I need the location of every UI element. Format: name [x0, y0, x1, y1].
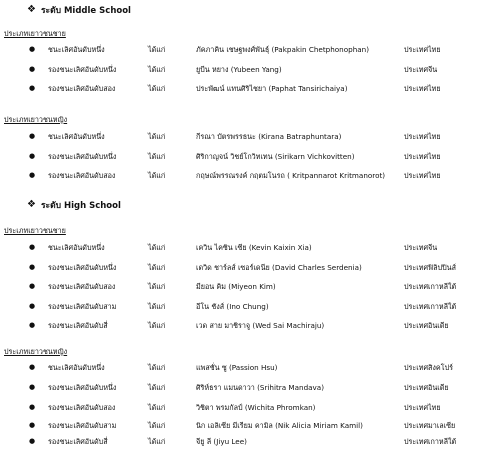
award-label: รองชนะเลิศอันดับสอง	[48, 84, 116, 93]
bullet-icon: ●	[29, 45, 36, 53]
recipient-label: ได้แก่	[148, 403, 166, 412]
list-item	[0, 383, 500, 395]
winner-name: ศิริห์ธรา แมนดาวา (Srihitra Mandava)	[196, 383, 324, 392]
bullet-icon: ●	[29, 84, 36, 92]
list-item	[0, 363, 500, 375]
country: ประเทศฟิลิปปินส์	[404, 263, 456, 272]
winner-name: วิชิตา พรมกัลป์ (Wichita Phromkan)	[196, 403, 316, 412]
bullet-icon: ●	[29, 132, 36, 140]
recipient-label: ได้แก่	[148, 437, 166, 446]
country: ประเทศอินเดีย	[404, 321, 449, 330]
award-label: รองชนะเลิศอันดับสอง	[48, 403, 116, 412]
award-label: รองชนะเลิศอันดับสาม	[48, 302, 117, 311]
winner-name: เควิน ไคซิน เซีย (Kevin Kaixin Xia)	[196, 243, 312, 252]
award-label: รองชนะเลิศอันดับสี่	[48, 321, 108, 330]
winner-name: มียอน คิม (Miyeon Kim)	[196, 282, 276, 291]
recipient-label: ได้แก่	[148, 65, 166, 74]
winner-name: ภัคภาคิน เชษฐพงศ์พันธุ์ (Pakpakin Chetphonophan)	[196, 45, 370, 54]
list-item	[0, 282, 500, 294]
list-item	[0, 421, 500, 433]
country: ประเทศจีน	[404, 243, 438, 252]
bullet-icon: ●	[29, 152, 36, 160]
bullet-icon: ●	[29, 263, 36, 271]
award-label: ชนะเลิศอันดับหนึ่ง	[48, 363, 105, 372]
winner-name: แพสชั่น ซู (Passion Hsu)	[196, 363, 278, 372]
section-title: ระดับ High School	[40, 201, 121, 211]
four-diamond-bullet-icon: ❖	[27, 4, 36, 15]
award-label: ชนะเลิศอันดับหนึ่ง	[48, 243, 105, 252]
country: ประเทศไทย	[404, 132, 441, 141]
category-boys: ประเภทเยาวชนชาย	[4, 226, 66, 235]
bullet-icon: ●	[29, 302, 36, 310]
section-heading-middle-school	[27, 3, 131, 17]
list-item	[0, 152, 500, 164]
bullet-icon: ●	[29, 171, 36, 179]
country: ประเทศอินเดีย	[404, 383, 449, 392]
recipient-label: ได้แก่	[148, 45, 166, 54]
four-diamond-bullet-icon: ❖	[27, 199, 36, 210]
bullet-icon: ●	[29, 282, 36, 290]
winner-name: กฤษณ์พรรณรงค์ กฤตมโนรถ ( Kritpannarot Kritmanorot)	[196, 171, 386, 180]
country: ประเทศไทย	[404, 403, 441, 412]
recipient-label: ได้แก่	[148, 421, 166, 430]
winner-name: นิก เอลิเซีย มีเรียม คามิล (Nik Alicia Miriam Kamil)	[196, 421, 363, 430]
recipient-label: ได้แก่	[148, 263, 166, 272]
recipient-label: ได้แก่	[148, 132, 166, 141]
recipient-label: ได้แก่	[148, 84, 166, 93]
country: ประเทศไทย	[404, 171, 441, 180]
award-label: รองชนะเลิศอันดับสอง	[48, 282, 116, 291]
bullet-icon: ●	[29, 321, 36, 329]
category-boys: ประเภทเยาวชนชาย	[4, 29, 66, 38]
section-heading-high-school	[27, 198, 121, 212]
winner-name: เวด สาย มาชิราจู (Wed Sai Machiraju)	[196, 321, 325, 330]
list-item	[0, 403, 500, 415]
country: ประเทศเกาหลีใต้	[404, 302, 457, 311]
winner-name: ประพัฒน์ แทนศิริไชยา (Paphat Tansirichaiya)	[196, 84, 348, 93]
award-label: รองชนะเลิศอันดับสี่	[48, 437, 108, 446]
winner-name: อีโน ชังส์ (Ino Chung)	[196, 302, 269, 311]
recipient-label: ได้แก่	[148, 363, 166, 372]
recipient-label: ได้แก่	[148, 383, 166, 392]
section-title: ระดับ Middle School	[40, 6, 131, 16]
list-item	[0, 132, 500, 144]
bullet-icon: ●	[29, 403, 36, 411]
winner-name: เดวิด ชาร์ลส์ เซอร์เดนีย (David Charles Serdenia)	[196, 263, 362, 272]
bullet-icon: ●	[29, 243, 36, 251]
award-label: รองชนะเลิศอันดับสอง	[48, 171, 116, 180]
list-item	[0, 263, 500, 275]
list-item	[0, 321, 500, 333]
list-item	[0, 65, 500, 77]
bullet-icon: ●	[29, 437, 36, 445]
bullet-icon: ●	[29, 363, 36, 371]
award-label: รองชนะเลิศอันดับสาม	[48, 421, 117, 430]
recipient-label: ได้แก่	[148, 321, 166, 330]
recipient-label: ได้แก่	[148, 243, 166, 252]
award-label: รองชนะเลิศอันดับหนึ่ง	[48, 152, 117, 161]
category-girls: ประเภทเยาวชนหญิง	[4, 115, 68, 124]
list-item	[0, 437, 500, 449]
bullet-icon: ●	[29, 383, 36, 391]
award-label: รองชนะเลิศอันดับหนึ่ง	[48, 65, 117, 74]
winner-name: ศิริกาญจน์ วิชย์โกวิทเทน (Sirikarn Vichkovitten)	[196, 152, 355, 161]
category-girls: ประเภทเยาวชนหญิง	[4, 347, 68, 356]
list-item	[0, 302, 500, 314]
award-label: รองชนะเลิศอันดับหนึ่ง	[48, 383, 117, 392]
bullet-icon: ●	[29, 421, 36, 429]
recipient-label: ได้แก่	[148, 302, 166, 311]
award-label: ชนะเลิศอันดับหนึ่ง	[48, 132, 105, 141]
list-item	[0, 45, 500, 57]
country: ประเทศเกาหลีใต้	[404, 437, 457, 446]
recipient-label: ได้แก่	[148, 152, 166, 161]
winner-name: จียู ลี (Jiyu Lee)	[196, 437, 247, 446]
country: ประเทศสิงคโปร์	[404, 363, 454, 372]
country: ประเทศไทย	[404, 84, 441, 93]
country: ประเทศมาเลเซีย	[404, 421, 456, 430]
award-label: รองชนะเลิศอันดับหนึ่ง	[48, 263, 117, 272]
list-item	[0, 84, 500, 96]
list-item	[0, 171, 500, 183]
award-label: ชนะเลิศอันดับหนึ่ง	[48, 45, 105, 54]
bullet-icon: ●	[29, 65, 36, 73]
country: ประเทศไทย	[404, 45, 441, 54]
country: ประเทศเกาหลีใต้	[404, 282, 457, 291]
winner-name: ยูบีน หยาง (Yubeen Yang)	[196, 65, 282, 74]
recipient-label: ได้แก่	[148, 171, 166, 180]
country: ประเทศจีน	[404, 65, 438, 74]
winner-name: กีรณา บัตรพรรธนะ (Kirana Batraphuntara)	[196, 132, 342, 141]
list-item	[0, 243, 500, 255]
recipient-label: ได้แก่	[148, 282, 166, 291]
country: ประเทศไทย	[404, 152, 441, 161]
